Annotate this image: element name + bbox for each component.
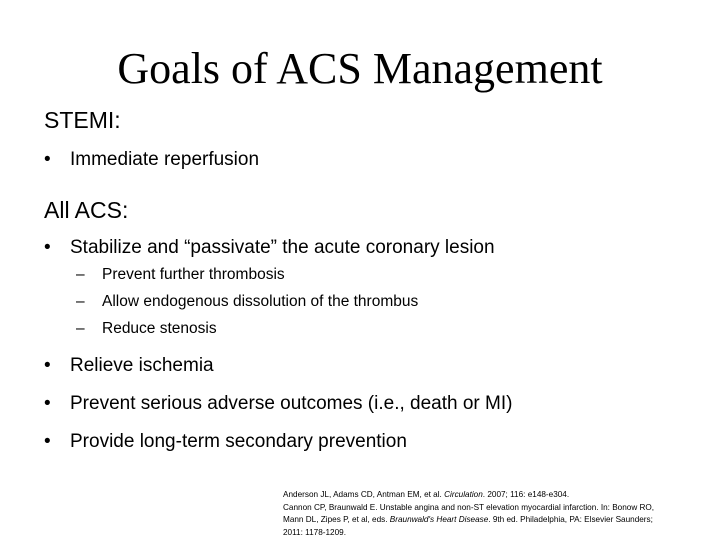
bullet-icon: • <box>44 393 51 414</box>
sub-bullet-text: Reduce stenosis <box>102 320 217 337</box>
bullet-item <box>44 354 214 378</box>
bullet-icon: • <box>44 149 51 170</box>
bullet-text: Provide long-term secondary prevention <box>70 431 407 452</box>
bullet-icon: • <box>44 355 51 376</box>
slide-title: Goals of ACS Management <box>117 44 603 93</box>
bullet-text: Stabilize and “passivate” the acute coronary lesion <box>70 237 495 258</box>
sub-bullet-item <box>76 319 217 339</box>
dash-icon: – <box>76 266 85 283</box>
reference-line: Mann DL, Zipes P, et al, eds. Braunwald's Heart Disease. 9th ed. Philadelphia, PA: Elsevier Saunders; <box>283 515 653 524</box>
bullet-icon: • <box>44 237 51 258</box>
sub-bullet-item <box>76 265 285 285</box>
bullet-text: Prevent serious adverse outcomes (i.e., death or MI) <box>70 393 513 414</box>
bullet-item <box>44 236 495 260</box>
bullet-text: Relieve ischemia <box>70 355 214 376</box>
dash-icon: – <box>76 293 85 310</box>
dash-icon: – <box>76 320 85 337</box>
section-heading-stemi: STEMI: <box>44 107 121 133</box>
reference-line: Anderson JL, Adams CD, Antman EM, et al. Circulation. 2007; 116: e148-e304. <box>283 490 570 499</box>
bullet-text: Immediate reperfusion <box>70 149 260 170</box>
section-heading-all-acs: All ACS: <box>44 197 129 223</box>
bullet-item <box>44 392 512 416</box>
bullet-item <box>44 430 407 454</box>
sub-bullet-item <box>76 292 418 312</box>
reference-line: 2011: 1178-1209. <box>283 527 346 537</box>
sub-bullet-text: Allow endogenous dissolution of the thrombus <box>102 293 419 310</box>
reference-line: Cannon CP, Braunwald E. Unstable angina and non-ST elevation myocardial infarction. In: Bonow RO, <box>283 502 655 512</box>
sub-bullet-text: Prevent further thrombosis <box>102 266 285 283</box>
bullet-item <box>44 148 259 172</box>
references <box>283 489 713 539</box>
bullet-icon: • <box>44 431 51 452</box>
